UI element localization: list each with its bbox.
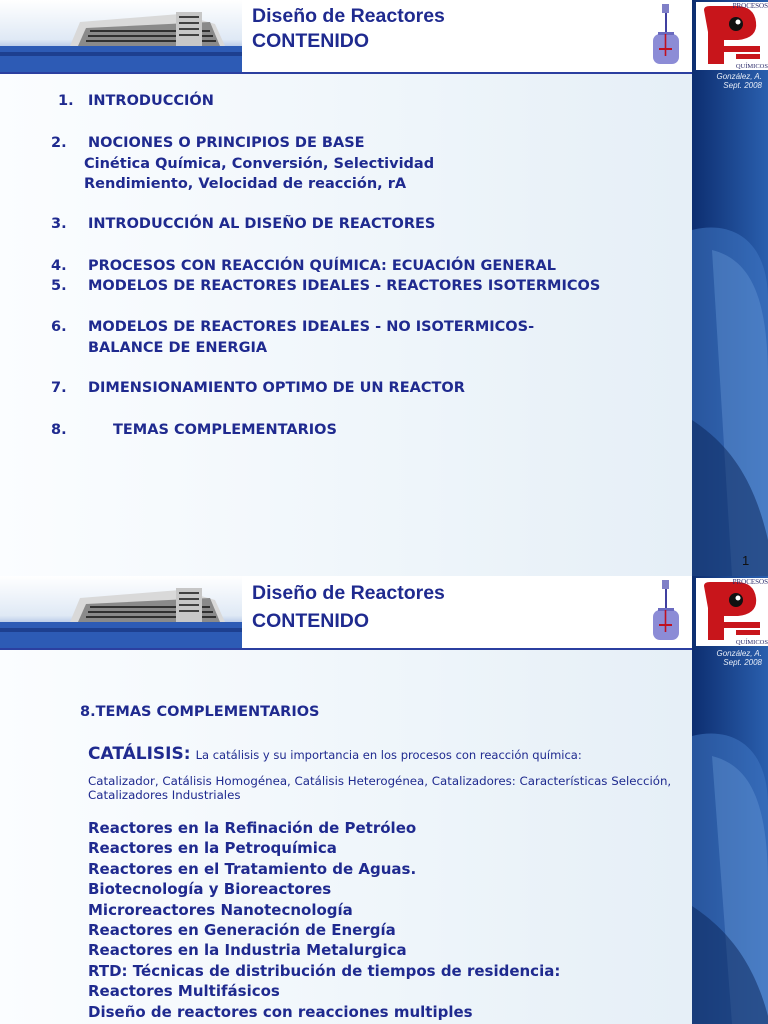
list-item: Diseño de reactores con reacciones multiples <box>88 1002 473 1021</box>
list-item: Reactores Multifásicos <box>88 982 280 1001</box>
header-divider <box>0 648 692 650</box>
title-line-1: Diseño de Reactores <box>252 5 445 27</box>
header-divider <box>0 72 692 74</box>
author-name: González, A. <box>716 649 762 658</box>
list-item: RTD: Técnicas de distribución de tiempos de residencia: <box>88 961 561 980</box>
toc-item-text: DIMENSIONAMIENTO OPTIMO DE UN REACTOR <box>88 380 465 396</box>
reactor-topic-list <box>88 818 560 1022</box>
author-date: Sept. 2008 <box>723 658 762 667</box>
side-panel <box>692 0 768 576</box>
section-heading: 8.TEMAS COMPLEMENTARIOS <box>80 704 320 720</box>
title-line-1: Diseño de Reactores <box>252 582 445 604</box>
toc-item-number: 5. <box>51 278 67 294</box>
logo-text-top: PROCESOS <box>732 578 768 586</box>
procesos-quimicos-logo <box>696 2 768 70</box>
page-number: 1 <box>742 553 750 568</box>
author-name: González, A. <box>716 72 762 81</box>
reactor-icon <box>648 4 684 66</box>
slide-header <box>0 0 692 72</box>
toc-item-number: 1. <box>58 93 74 109</box>
author-credit <box>692 72 762 90</box>
toc-item-number: 8. <box>51 422 67 438</box>
list-item: Reactores en la Refinación de Petróleo <box>88 819 417 837</box>
toc-item-number: 7. <box>51 380 67 396</box>
slide-title <box>252 4 445 54</box>
list-item: Reactores en Generación de Energía <box>88 921 396 940</box>
toc-item-number: 3. <box>51 216 67 232</box>
toc-item-text: INTRODUCCIÓN AL DISEÑO DE REACTORES <box>88 216 436 232</box>
title-line-2: CONTENIDO <box>252 30 369 52</box>
author-date: Sept. 2008 <box>723 81 762 90</box>
toc-item-number: 4. <box>51 258 67 274</box>
toc-item-text: MODELOS DE REACTORES IDEALES - NO ISOTERMICOS- <box>88 319 535 335</box>
list-item: Reactores en la Industria Metalurgica <box>88 941 407 960</box>
title-line-2: CONTENIDO <box>252 610 369 632</box>
logo-text-bottom: QUÍMICOS <box>735 63 768 70</box>
author-credit <box>692 649 762 667</box>
side-panel <box>692 576 768 1024</box>
catalysis-description: La catálisis y su importancia en los procesos con reacción química: <box>195 748 582 762</box>
logo-text-bottom: QUÍMICOS <box>735 639 768 646</box>
toc-item-subline: Cinética Química, Conversión, Selectividad <box>84 155 435 172</box>
building-photo <box>0 0 242 72</box>
building-photo <box>0 576 242 648</box>
toc-item-text: MODELOS DE REACTORES IDEALES - REACTORES ISOTERMICOS <box>88 278 601 294</box>
toc-item-subline: Rendimiento, Velocidad de reacción, rA <box>84 176 407 192</box>
list-item: Biotecnología y Bioreactores <box>88 880 332 899</box>
toc-item-text: PROCESOS CON REACCIÓN QUÍMICA: ECUACIÓN GENERAL <box>88 258 556 274</box>
catalysis-label: CATÁLISIS: <box>88 744 191 764</box>
toc-item-text: INTRODUCCIÓN <box>88 93 214 109</box>
list-item: Reactores en la Petroquímica <box>88 839 337 858</box>
toc-item-text: TEMAS COMPLEMENTARIOS <box>113 422 337 438</box>
toc-item-number: 2. <box>51 135 67 151</box>
toc-item-subline: BALANCE DE ENERGIA <box>88 340 268 356</box>
slide-2 <box>0 576 768 1024</box>
toc-item-text: NOCIONES O PRINCIPIOS DE BASE <box>88 135 365 151</box>
reactor-icon <box>648 580 684 642</box>
logo-text-top: PROCESOS <box>732 2 768 10</box>
catalysis-topics: Catalizador, Catálisis Homogénea, Catálisis Heterogénea, Catalizadores: Características Selección, Catalizadores Industriales <box>88 774 672 802</box>
list-item: Microreactores Nanotecnología <box>88 900 353 919</box>
slide-header <box>0 576 692 648</box>
catalysis-heading <box>88 744 582 764</box>
list-item: Reactores en el Tratamiento de Aguas. <box>88 859 417 878</box>
toc-item-number: 6. <box>51 319 67 335</box>
slide-title <box>252 579 445 635</box>
procesos-quimicos-logo <box>696 578 768 646</box>
